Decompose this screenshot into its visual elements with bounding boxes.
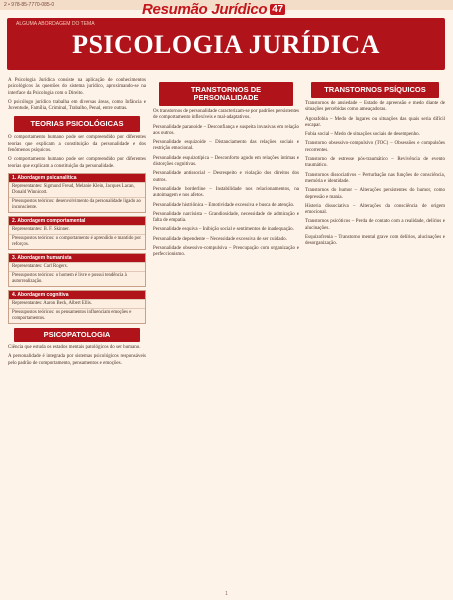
column-left (8, 78, 146, 370)
section-paragraph: Esquizofrenia – Transtorno mental grave com delírios, alucinações e desorganização. (305, 235, 445, 247)
theory-box-row: Pressupostos teóricos: o homem é livre e possui tendência à autorrealização. (9, 271, 145, 286)
theory-box-row: Pressupostos teóricos: desenvolvimento da personalidade ligado ao inconsciente. (9, 197, 145, 212)
theory-box-title: 1. Abordagem psicanalítica (9, 174, 145, 182)
section-paragraph: Os transtornos de personalidade caracterizam-se por padrões persistentes de comportamento inflexíveis e mal-adaptativos. (153, 109, 299, 121)
section-header-psicopatologia: PSICOPATOLOGIA (14, 328, 140, 342)
theory-box-row: Pressupostos teóricos: o comportamento é aprendido e mantido por reforços. (9, 234, 145, 249)
section-paragraph: Personalidade esquizotípica – Desconforto agudo em relações íntimas e distorções cognitivas. (153, 155, 299, 168)
section-paragraph: Transtornos psicóticos – Perda de contato com a realidade, delírios e alucinações. (305, 219, 445, 231)
section-paragraph: Histeria dissociativa – Alterações da consciência de origem emocional. (305, 203, 445, 216)
section-paragraph: A personalidade é integrada por sistemas psicológicos responsáveis pelo padrão de comportamento, pensamentos e emoções. (8, 354, 146, 366)
section-paragraph: Personalidade esquizoide – Distanciamento das relações sociais e restrição emocional. (153, 140, 299, 152)
banner-subtitle: ALGUMA ABORDAGEM DO TEMA (16, 21, 95, 27)
section-paragraph: O comportamento humano pode ser compreendido por diferentes teorias que explicam a constituição da personalidade. (8, 157, 146, 169)
title-banner (7, 18, 445, 70)
section-paragraph: Personalidade esquiva – Inibição social e sentimentos de inadequação. (153, 227, 294, 233)
theory-box (8, 253, 146, 287)
brand-name: Resumão Jurídico (142, 0, 268, 18)
theory-box-title: 3. Abordagem humanista (9, 254, 145, 262)
section-paragraph: Transtorno de estresse pós-traumático – Revivência de evento traumático. (305, 157, 445, 169)
section-paragraph: Personalidade borderline – Instabilidade nos relacionamentos, na autoimagem e nos afetos. (153, 186, 299, 199)
page-title: PSICOLOGIA JURÍDICA (72, 30, 380, 59)
theory-box-row: Representantes: Carl Rogers. (9, 262, 145, 271)
theory-box-title: 2. Abordagem comportamental (9, 217, 145, 225)
theory-box-row: Representantes: B. F. Skinner. (9, 225, 145, 234)
theory-box-row: Pressupostos teóricos: os pensamentos influenciam emoções e comportamentos. (9, 308, 145, 323)
theory-box-row: Representantes: Aaron Beck, Albert Ellis. (9, 299, 145, 308)
section-header-transtornos-personalidade: TRANSTORNOS DE PERSONALIDADE (159, 82, 293, 106)
section-paragraph: Fobia social – Medo de situações sociais de desempenho. (305, 132, 420, 138)
section-paragraph: Personalidade dependente – Necessidade excessiva de ser cuidado. (153, 236, 287, 242)
intro-paragraph: A Psicologia Jurídica consiste na aplicação de conhecimentos psicológicos às questões do sistema jurídico, aproximando-se na interface da Psicologia com o Direito. (8, 78, 146, 96)
intro-paragraph: O psicólogo jurídico trabalha em diversas áreas, como Infância e Juventude, Família, Criminal, Trabalho, Penal, entre outras. (8, 99, 146, 112)
theory-box (8, 290, 146, 324)
theory-box-row: Representantes: Sigmund Freud, Melanie Klein, Jacques Lacan, Donald Winnicott. (9, 182, 145, 197)
theory-box-title: 4. Abordagem cognitiva (9, 291, 145, 299)
theory-box (8, 173, 146, 213)
theory-box (8, 216, 146, 250)
section-paragraph: Agorafobia – Medo de lugares ou situações das quais seria difícil escapar. (305, 116, 445, 128)
brand-logo (142, 1, 285, 17)
section-paragraph: Transtornos de ansiedade – Estado de apreensão e medo diante de situações percebidas como ameaçadoras. (305, 101, 445, 113)
section-paragraph: O comportamento humano pode ser compreendido por diferentes teorias que explicam a constituição da personalidade e dos fenômenos psíquicos. (8, 135, 146, 154)
isbn-text: 2 • 978-85-7770-085-0 (4, 2, 55, 8)
section-header-teorias: TEORIAS PSICOLÓGICAS (14, 116, 140, 132)
section-paragraph: Transtornos do humor – Alterações persistentes do humor, como depressão e mania. (305, 188, 445, 200)
section-paragraph: Personalidade antissocial – Desrespeito e violação dos direitos dos outros. (153, 171, 299, 183)
section-paragraph: Transtornos dissociativos – Perturbação nas funções de consciência, memória e identidade. (305, 172, 445, 184)
column-middle (153, 78, 299, 262)
page-number: 1 (225, 591, 228, 597)
section-paragraph: Personalidade obsessivo-compulsiva – Preocupação com organização e perfeccionismo. (153, 246, 299, 258)
section-paragraph: Personalidade paranoide – Desconfiança e suspeita invasivas em relação aos outros. (153, 124, 299, 136)
section-paragraph: Transtorno obsessivo-compulsivo (TOC) – Obsessões e compulsões recorrentes. (305, 141, 445, 153)
section-paragraph: Ciência que estuda os estados mentais patológicos do ser humano. (8, 344, 141, 350)
section-paragraph: Personalidade narcisista – Grandiosidade, necessidade de admiração e falta de empatia. (153, 211, 299, 224)
section-paragraph: Personalidade histriônica – Emotividade excessiva e busca de atenção. (153, 202, 295, 208)
brand-number-badge: 47 (272, 3, 283, 15)
column-right (305, 78, 445, 251)
section-header-transtornos-psiquicos: TRANSTORNOS PSÍQUICOS (311, 82, 439, 98)
